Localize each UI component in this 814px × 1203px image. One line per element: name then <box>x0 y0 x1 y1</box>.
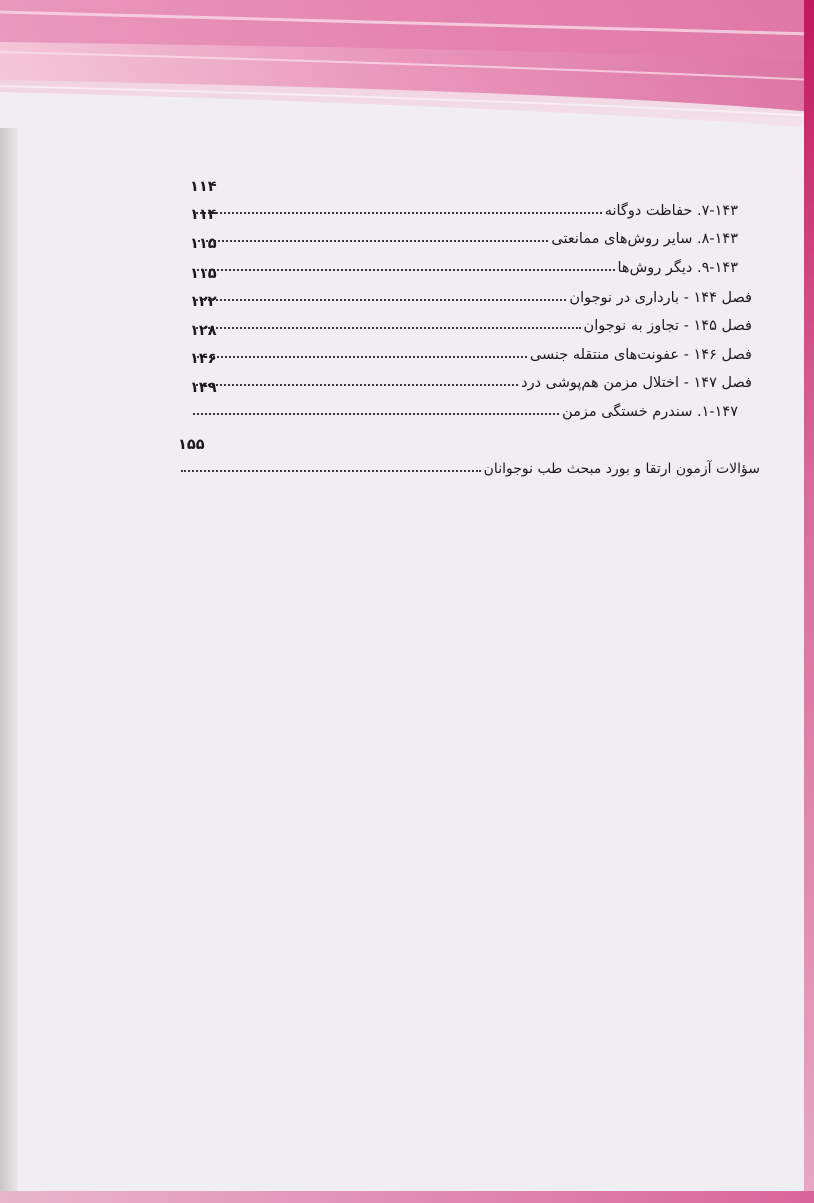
toc-page-number: ۱۴۶ <box>190 351 217 367</box>
toc-entry-title: فصل ۱۴۵ - تجاوز به نوجوان <box>583 317 752 334</box>
toc-entry-title: ۱-۱۴۷. سندرم خستگی مزمن <box>562 403 738 420</box>
toc-entry-title: ۸-۱۴۳. سایر روش‌های ممانعتی <box>551 230 738 247</box>
toc-dot-leader <box>193 327 581 329</box>
toc-dot-leader <box>193 356 527 358</box>
toc-entry-title: فصل ۱۴۶ - عفونت‌های منتقله جنسی <box>529 346 752 363</box>
toc-entry-title: فصل ۱۴۴ - بارداری در نوجوان <box>569 289 752 306</box>
toc-dot-leader <box>193 212 602 214</box>
toc-page-number: ۱۲۲ <box>190 294 217 310</box>
toc-page-number: ۱۱۴ <box>190 207 217 223</box>
toc-dot-leader <box>193 299 566 301</box>
toc-entry <box>178 437 760 478</box>
toc-dot-leader <box>193 413 559 415</box>
toc-page-number: ۱۴۹ <box>190 380 217 396</box>
toc-page-number: ۱۱۴ <box>190 179 217 195</box>
toc-page-number: ۱۱۵ <box>190 266 217 282</box>
toc-dot-leader <box>193 269 615 271</box>
toc-page-number: ۱۲۸ <box>190 323 217 339</box>
toc-dot-leader <box>193 384 518 386</box>
toc-page-number: ۱۱۵ <box>190 236 217 252</box>
toc-page-number: ۱۵۵ <box>178 437 205 453</box>
toc-dot-leader <box>193 240 548 242</box>
toc-entry <box>190 179 738 220</box>
toc-entry-title: ۷-۱۴۳. حفاظت دوگانه <box>604 202 738 219</box>
toc-dot-leader <box>181 470 481 472</box>
toc-entry-title: فصل ۱۴۷ - اختلال مزمن هم‌پوشی درد <box>521 374 752 391</box>
footer-decorative-band <box>0 1191 814 1203</box>
toc-entry-title: سؤالات آزمون ارتقا و بورد مبحث طب نوجوانان <box>483 461 760 477</box>
toc-entry-title: ۹-۱۴۳. دیگر روش‌ها <box>617 259 738 276</box>
